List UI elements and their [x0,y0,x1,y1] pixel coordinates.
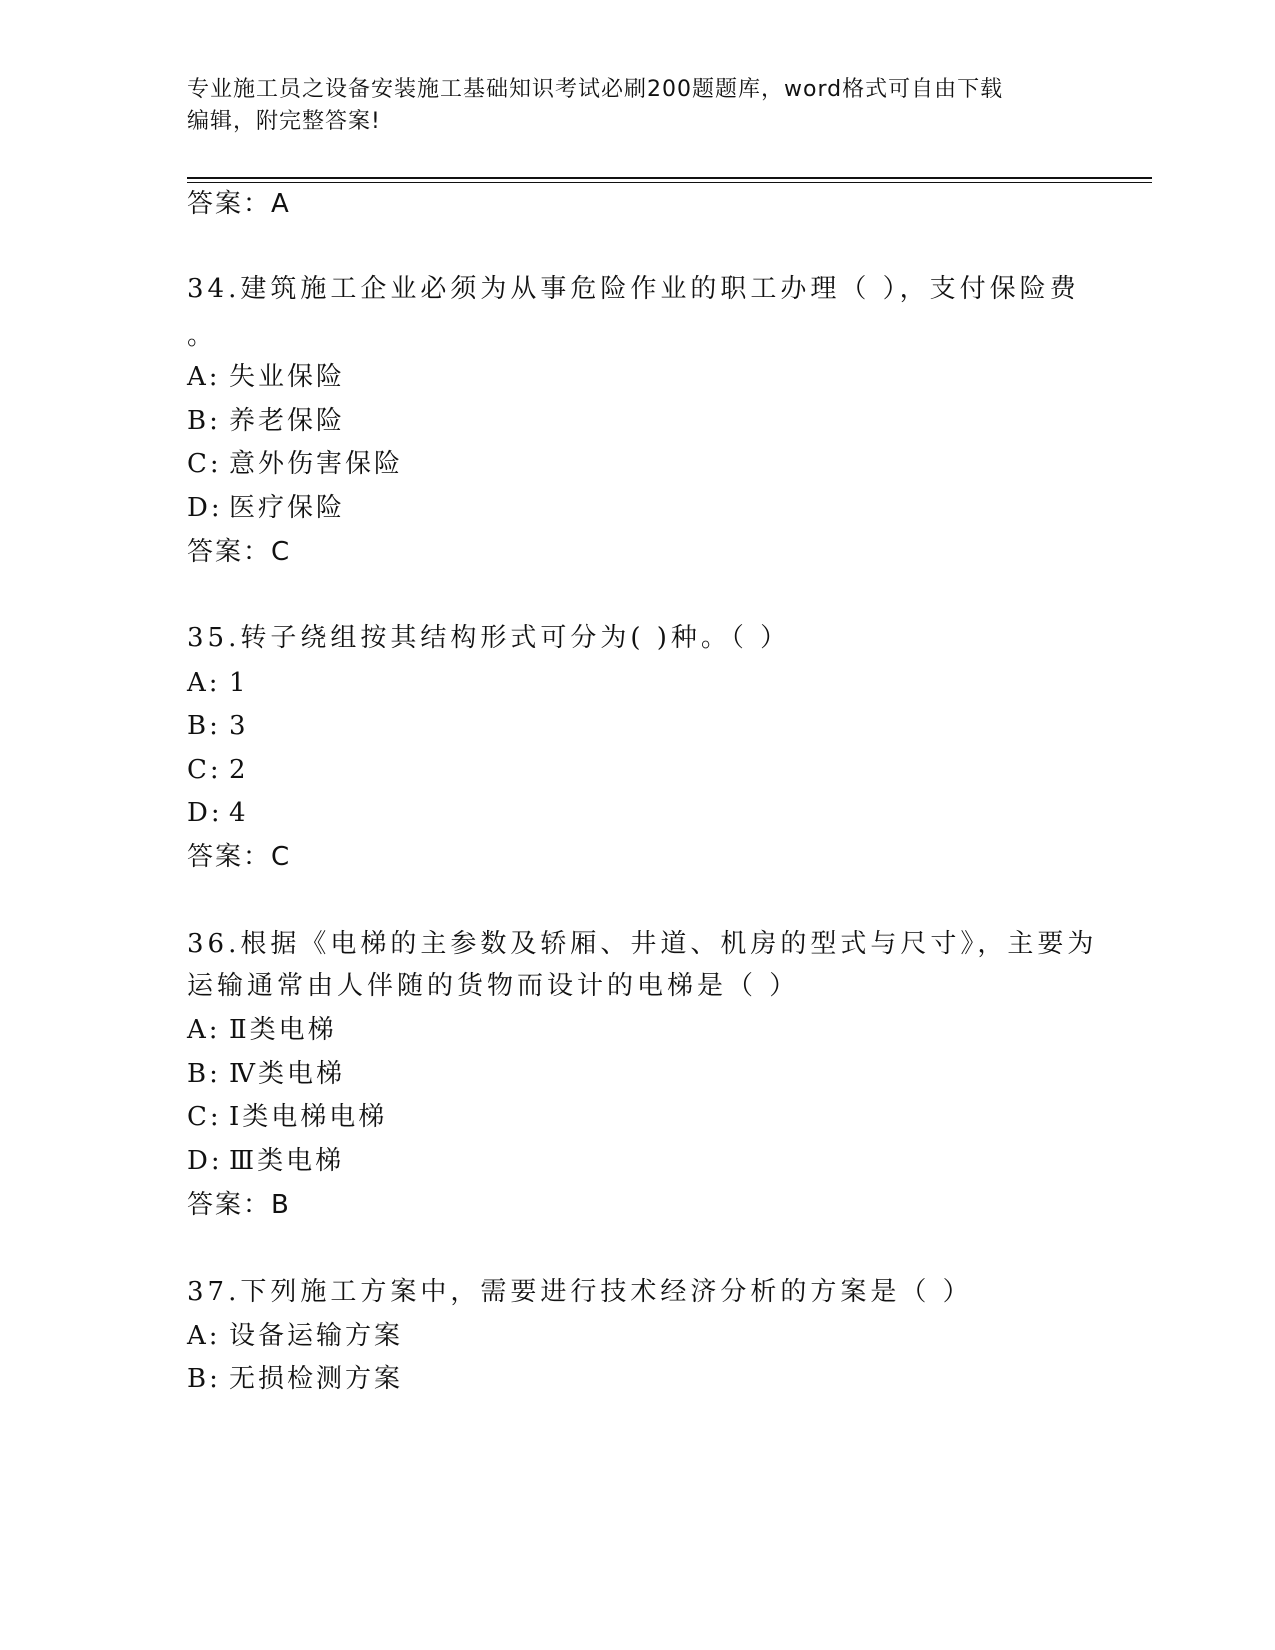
question-34-option-c [187,448,403,480]
question-36-option-a [187,1014,337,1046]
question-35-stem-line-1: 35.转子绕组按其结构形式可分为( )种。（ ） [187,623,791,653]
option-label: B: [187,1059,221,1089]
question-34-stem-line-2: 。 [187,321,218,351]
option-text: 意外伤害保险 [229,449,404,479]
option-text: 医疗保险 [229,493,346,523]
option-text: 无损检测方案 [229,1364,404,1394]
option-text: Ⅲ类电梯 [229,1146,345,1176]
question-35-option-b [187,710,249,742]
document-header [187,74,1067,138]
question-37-stem-line-1: 37.下列施工方案中，需要进行技术经济分析的方案是（ ） [187,1277,973,1307]
question-36-option-b [187,1058,345,1090]
question-35-option-d [187,797,249,829]
option-text: 设备运输方案 [229,1321,404,1351]
option-label: C: [187,449,222,479]
question-34-stem-line-1: 34.建筑施工企业必须为从事危险作业的职工办理（ ），支付保险费 [187,274,1080,304]
option-text: Ⅰ类电梯电梯 [229,1102,388,1132]
question-36-stem-line-1: 36.根据《电梯的主参数及轿厢、井道、机房的型式与尺寸》，主要为 [187,929,1098,959]
question-36-stem-line-2: 运输通常由人伴随的货物而设计的电梯是（ ） [187,971,800,1001]
question-34-answer: 答案：C [187,537,292,567]
option-label: D: [187,798,223,828]
question-36-option-c [187,1101,387,1133]
question-34-option-a [187,361,345,393]
option-label: A: [187,1321,221,1351]
option-text: 4 [229,798,249,828]
question-36-option-d [187,1145,344,1177]
option-label: C: [187,755,222,785]
question-35-option-a [187,667,249,699]
option-label: B: [187,1364,221,1394]
question-34-option-d [187,492,345,524]
question-37-option-b [187,1363,403,1395]
option-label: B: [187,406,221,436]
option-text: 1 [229,668,249,698]
answer-prev: 答案：A [187,189,291,219]
header-line-1: 专业施工员之设备安装施工基础知识考试必刷200题题库，word格式可自由下载 [187,77,1004,102]
header-divider-thin [187,182,1152,183]
option-label: D: [187,493,223,523]
option-text: Ⅱ类电梯 [229,1015,337,1045]
option-text: 养老保险 [229,406,346,436]
option-label: C: [187,1102,222,1132]
option-label: A: [187,1015,221,1045]
option-label: A: [187,668,221,698]
option-text: 失业保险 [229,362,346,392]
option-label: A: [187,362,221,392]
option-text: 3 [229,711,249,741]
option-text: Ⅳ类电梯 [229,1059,345,1089]
header-line-2: 编辑，附完整答案! [187,109,381,134]
option-label: D: [187,1146,223,1176]
question-36-answer: 答案：B [187,1190,291,1220]
header-divider-thick [187,177,1152,179]
question-37-option-a [187,1320,403,1352]
option-text: 2 [229,755,249,785]
question-34-option-b [187,405,345,437]
option-label: B: [187,711,221,741]
question-35-option-c [187,754,249,786]
question-35-answer: 答案：C [187,842,292,872]
